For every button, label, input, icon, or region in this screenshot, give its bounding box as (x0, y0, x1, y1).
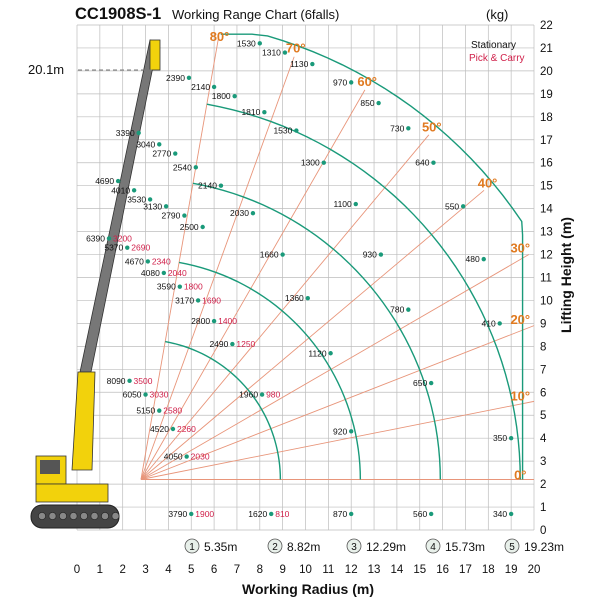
x-tick-label: 15 (413, 564, 427, 576)
height-marker-label: 20.1m (28, 62, 65, 77)
load-point (212, 319, 216, 323)
load-point (162, 271, 166, 275)
load-point (406, 126, 410, 130)
load-point (509, 512, 513, 516)
angle-label: 0° (514, 467, 527, 483)
track-wheel (91, 512, 98, 519)
stationary-load-label: 1130 (290, 59, 309, 70)
stationary-load-label: 3170 (175, 295, 195, 306)
stationary-load-label: 410 (481, 318, 496, 329)
x-tick-label: 17 (459, 564, 472, 576)
y-tick-label: 1 (540, 502, 547, 515)
stationary-load-label: 480 (465, 254, 480, 265)
angle-label: 50° (421, 119, 442, 135)
stationary-load-label: 1120 (308, 348, 327, 359)
y-tick-label: 4 (540, 433, 547, 446)
stationary-load-label: 340 (492, 508, 508, 519)
y-tick-label: 11 (540, 272, 552, 285)
x-tick-label: 11 (322, 564, 335, 576)
track-wheel (59, 512, 66, 519)
stationary-load-label: 2500 (179, 222, 199, 232)
stationary-load-label: 2800 (191, 316, 211, 327)
stationary-load-label: 4050 (163, 451, 183, 462)
load-point (189, 512, 193, 516)
track-wheel (70, 512, 77, 519)
y-tick-label: 19 (540, 88, 553, 101)
load-point (212, 85, 216, 89)
y-tick-label: 2 (540, 479, 547, 492)
x-tick-label: 4 (165, 564, 172, 576)
load-point (262, 110, 266, 114)
x-tick-label: 0 (73, 564, 81, 576)
stationary-load-label: 1360 (284, 293, 304, 304)
stationary-load-label: 1310 (262, 47, 281, 58)
stationary-load-label: 1810 (241, 107, 261, 118)
track-wheel (80, 512, 87, 519)
chart-subtitle: Working Range Chart (6falls) (172, 7, 340, 22)
stationary-load-label: 6390 (86, 233, 105, 244)
boom-length-index: 5 (509, 542, 515, 553)
y-tick-label: 22 (540, 20, 553, 32)
stationary-load-label: 920 (333, 426, 348, 437)
load-point (107, 236, 111, 240)
x-tick-label: 9 (279, 564, 286, 576)
load-point (306, 296, 310, 300)
stationary-load-label: 4690 (95, 176, 115, 187)
boom-length-index: 3 (351, 542, 357, 553)
load-point (349, 80, 353, 84)
stationary-load-label: 6050 (122, 389, 142, 400)
stationary-load-label: 1800 (211, 91, 231, 102)
stationary-load-label: 2770 (152, 148, 172, 159)
load-point (498, 321, 502, 325)
x-tick-label: 18 (481, 564, 495, 576)
angle-line (141, 57, 294, 480)
pick-carry-load-label: 1400 (218, 316, 238, 327)
stationary-load-label: 5150 (136, 405, 156, 416)
y-tick-label: 9 (540, 318, 547, 331)
load-point (461, 204, 465, 208)
stationary-load-label: 3530 (127, 194, 147, 205)
pick-carry-load-label: 3200 (112, 233, 132, 244)
x-tick-label: 6 (210, 564, 218, 576)
track-wheel (112, 512, 119, 519)
stationary-load-label: 780 (390, 304, 405, 315)
load-point (379, 252, 383, 256)
load-point (196, 298, 200, 302)
load-point (184, 454, 188, 458)
pick-carry-load-label: 3030 (149, 389, 169, 400)
pick-carry-load-label: 1800 (183, 281, 203, 292)
stationary-load-label: 2540 (172, 162, 192, 173)
load-point (322, 161, 326, 165)
load-point (232, 94, 236, 98)
x-tick-label: 2 (119, 564, 126, 576)
stationary-load-label: 2140 (198, 180, 217, 191)
load-point (116, 179, 120, 183)
stationary-load-label: 350 (492, 433, 508, 444)
load-point (136, 131, 140, 135)
x-tick-label: 16 (436, 564, 449, 576)
y-tick-label: 8 (540, 341, 547, 354)
stationary-load-label: 3130 (143, 201, 163, 212)
boom-length-value: 12.29m (366, 540, 407, 554)
stationary-load-label: 640 (415, 157, 430, 168)
crane-body (36, 484, 108, 502)
stationary-load-label: 650 (412, 378, 428, 389)
x-tick-label: 10 (299, 564, 312, 576)
angle-label: 10° (510, 388, 531, 404)
x-tick-label: 14 (390, 564, 404, 576)
x-axis-label: Working Radius (m) (242, 581, 374, 597)
load-point (280, 252, 284, 256)
y-tick-label: 14 (540, 203, 553, 216)
x-axis-ticks (74, 564, 541, 576)
pick-carry-load-label: 2040 (167, 267, 187, 278)
stationary-load-label: 4520 (150, 424, 169, 434)
stationary-load-label: 1100 (333, 199, 352, 210)
pick-carry-load-label: 1690 (202, 295, 222, 306)
x-tick-label: 5 (188, 564, 195, 576)
stationary-load-label: 930 (362, 249, 377, 260)
load-point (219, 183, 223, 187)
y-tick-label: 7 (540, 364, 547, 377)
load-point (294, 128, 298, 132)
legend-pick-carry: Pick & Carry (469, 53, 525, 64)
y-tick-label: 18 (540, 111, 553, 124)
crane-boom-base (72, 372, 95, 470)
pick-carry-load-label: 1900 (195, 508, 215, 519)
track-wheel (101, 512, 108, 519)
load-point (173, 151, 177, 155)
load-point (157, 142, 161, 146)
load-point (509, 436, 513, 440)
crane-hook-block (150, 40, 160, 70)
load-point (127, 379, 131, 383)
load-point (431, 161, 435, 165)
y-axis-ticks (540, 20, 553, 537)
crane-cab-window (40, 460, 60, 474)
x-tick-label: 13 (367, 564, 381, 576)
angle-label: 30° (510, 240, 531, 256)
load-point (146, 259, 150, 263)
boom-length-index: 4 (430, 542, 436, 553)
load-point (148, 197, 152, 201)
stationary-load-label: 1620 (248, 508, 268, 519)
stationary-load-label: 550 (444, 201, 460, 212)
load-point (164, 204, 168, 208)
stationary-load-label: 2030 (230, 208, 249, 219)
load-point (178, 284, 182, 288)
pick-carry-load-label: 2030 (190, 451, 210, 462)
pick-carry-load-label: 2690 (131, 242, 151, 253)
load-point (258, 41, 262, 45)
pick-carry-load-label: 980 (266, 389, 281, 400)
y-tick-label: 10 (540, 295, 553, 308)
load-point (349, 512, 353, 516)
unit-label: (kg) (486, 7, 509, 22)
stationary-load-label: 2790 (161, 210, 181, 221)
load-point (354, 202, 358, 206)
pick-carry-load-label: 2580 (163, 405, 183, 416)
pick-carry-load-label: 2260 (176, 424, 196, 434)
load-point (429, 512, 433, 516)
pick-carry-load-label: 1250 (236, 339, 256, 350)
y-tick-label: 3 (540, 456, 547, 469)
stationary-load-label: 970 (333, 77, 348, 88)
load-point (406, 307, 410, 311)
stationary-load-label: 1960 (239, 389, 259, 400)
track-wheel (38, 512, 45, 519)
y-tick-label: 12 (540, 249, 553, 262)
load-points (86, 38, 513, 519)
boom-length-value: 8.82m (287, 540, 321, 554)
x-tick-label: 1 (96, 564, 104, 576)
stationary-load-label: 730 (390, 123, 405, 134)
load-point (376, 101, 380, 105)
y-tick-label: 17 (540, 134, 553, 147)
stationary-load-label: 560 (412, 508, 428, 519)
boom-length-value: 5.35m (204, 540, 238, 554)
stationary-load-label: 4010 (111, 185, 131, 196)
stationary-load-label: 3040 (136, 139, 156, 150)
load-point (429, 381, 433, 385)
load-point (328, 351, 332, 355)
pick-carry-load-label: 810 (275, 508, 290, 519)
stationary-load-label: 850 (360, 98, 375, 109)
x-tick-label: 7 (233, 564, 241, 576)
load-point (125, 245, 129, 249)
load-point (182, 213, 186, 217)
track-wheel (49, 512, 56, 519)
load-point (143, 392, 147, 396)
y-tick-label: 6 (540, 387, 547, 400)
load-point (310, 62, 314, 66)
stationary-load-label: 5370 (104, 242, 124, 253)
load-point (200, 225, 204, 229)
angle-label: 40° (477, 175, 498, 191)
load-point (482, 257, 486, 261)
angle-label: 60° (357, 73, 378, 89)
load-point (230, 342, 234, 346)
angle-label: 20° (510, 312, 531, 328)
angle-line (141, 401, 534, 479)
stationary-load-label: 4080 (140, 267, 160, 278)
y-tick-label: 20 (540, 65, 553, 78)
x-tick-label: 3 (142, 564, 149, 576)
x-tick-label: 19 (504, 564, 518, 576)
pick-carry-load-label: 2340 (151, 256, 171, 267)
y-tick-label: 5 (540, 410, 547, 423)
x-tick-label: 12 (344, 564, 358, 576)
y-tick-label: 15 (540, 180, 553, 193)
load-point (194, 165, 198, 169)
boom-length-value: 19.23m (524, 540, 565, 554)
y-axis-label: Lifting Height (m) (558, 217, 574, 333)
load-point (157, 408, 161, 412)
load-point (132, 188, 136, 192)
y-tick-label: 0 (540, 525, 547, 537)
stationary-load-label: 3390 (115, 127, 135, 138)
boom-length-labels (185, 539, 564, 554)
load-point (349, 429, 353, 433)
chart-model-title: CC1908S-1 (75, 5, 162, 23)
x-tick-label: 20 (527, 564, 541, 576)
load-point (251, 211, 255, 215)
y-tick-label: 21 (540, 42, 553, 55)
legend-stationary: Stationary (471, 40, 517, 51)
angle-label: 80° (209, 29, 230, 45)
stationary-load-label: 3790 (168, 508, 188, 519)
boom-length-index: 1 (189, 542, 195, 553)
stationary-load-label: 2390 (166, 72, 185, 83)
stationary-load-label: 1660 (259, 249, 279, 260)
stationary-load-label: 3590 (156, 281, 176, 292)
y-tick-label: 16 (540, 157, 553, 170)
load-point (171, 427, 175, 431)
stationary-load-label: 8090 (106, 375, 126, 386)
stationary-load-label: 2490 (209, 339, 229, 350)
boom-length-value: 15.73m (445, 540, 486, 554)
x-tick-label: 8 (256, 564, 264, 576)
load-point (187, 76, 191, 80)
boom-length-index: 2 (272, 542, 278, 553)
pick-carry-load-label: 3500 (133, 375, 153, 386)
stationary-load-label: 1300 (300, 157, 320, 168)
load-point (260, 392, 264, 396)
stationary-load-label: 1530 (236, 38, 256, 49)
load-point (269, 512, 273, 516)
angle-label: 70° (285, 40, 306, 56)
stationary-load-label: 4670 (124, 256, 144, 267)
y-tick-label: 13 (540, 226, 553, 239)
stationary-load-label: 1530 (273, 125, 293, 136)
stationary-load-label: 870 (333, 508, 348, 519)
stationary-load-label: 2140 (191, 81, 211, 92)
